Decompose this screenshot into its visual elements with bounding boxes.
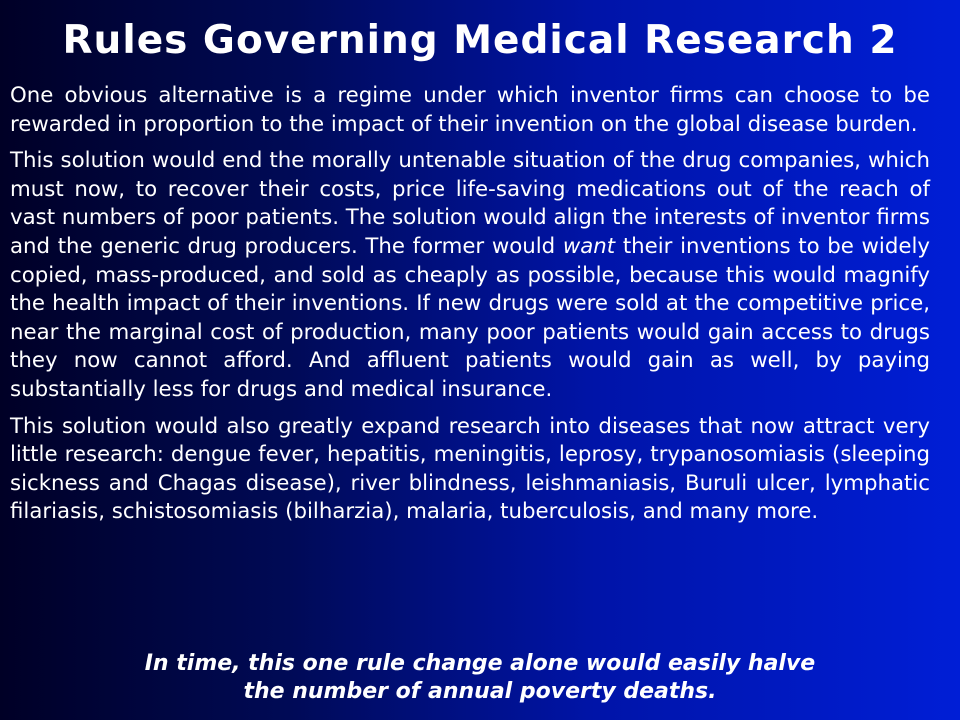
slide-body <box>10 82 930 535</box>
slide-title: Rules Governing Medical Research 2 <box>62 18 898 63</box>
paragraph-research-expansion: This solution would also greatly expand research into diseases that now attract very little research: dengue fever, hepatitis, meningitis, leprosy, trypanosomiasis (sleeping sickness and Chagas disease), river blindness, leishmaniasis, Buruli ulcer, lymphatic filariasis, schistosomiasis (bilharzia), malaria, tuberculosis, and many more. <box>10 413 930 525</box>
conclusion-line-2: the number of annual poverty deaths. <box>243 679 717 704</box>
conclusion-line-1: In time, this one rule change alone would easily halve <box>144 651 816 676</box>
paragraph-alternative: One obvious alternative is a regime under which inventor firms can choose to be rewarded in proportion to the impact of their invention on the global disease burden. <box>10 83 930 137</box>
paragraph-solution-text-after: their inventions to be widely copied, mass-produced, and sold as cheaply as possible, because this would magnify the health impact of their inventions. If new drugs were sold at the competitive price, near the marginal cost of production, many poor patients would gain access to drugs they now cannot afford. And affluent patients would gain as well, by paying substantially less for drugs and medical insurance. <box>10 233 930 402</box>
paragraph-solution-effects <box>10 147 930 404</box>
emphasis-want: want <box>562 233 616 259</box>
conclusion-statement <box>0 650 960 706</box>
paragraph-solution-text-before: This solution would end the morally untenable situation of the drug companies, which must now, to recover their costs, price life-saving medications out of the reach of vast numbers of poor patients. The solution would align the interests of inventor firms and the generic drug producers. The former would <box>10 148 930 259</box>
